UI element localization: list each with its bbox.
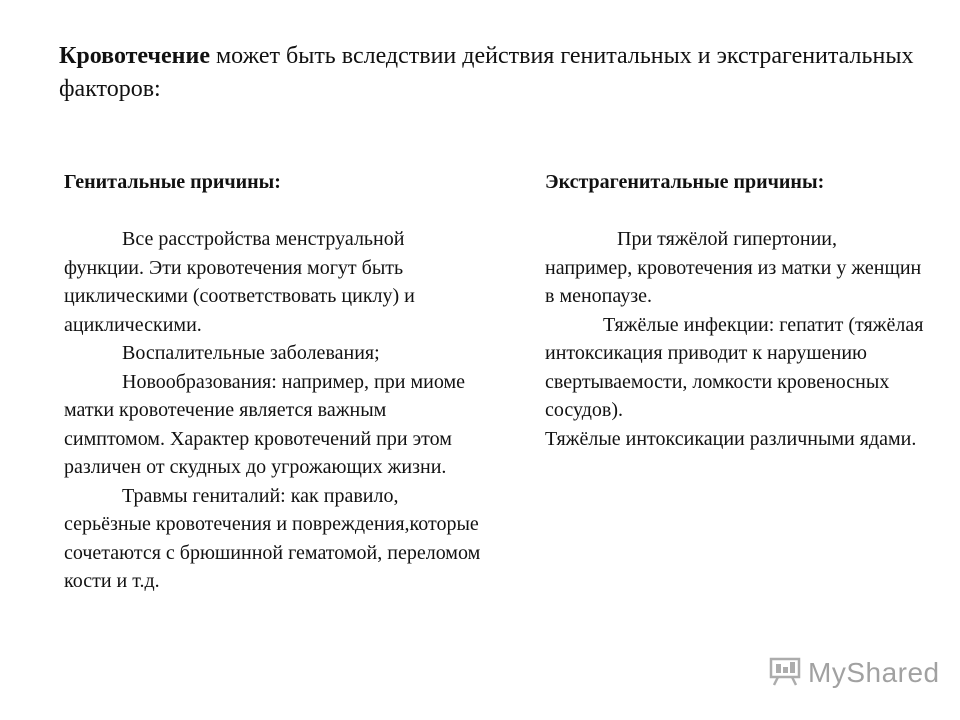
list-item	[64, 339, 484, 368]
list-item	[545, 225, 925, 311]
watermark	[768, 655, 940, 691]
page-title	[59, 40, 919, 106]
genital-causes-column	[64, 168, 484, 596]
watermark-text: MyShared	[808, 657, 940, 688]
extra-note: Тяжёлые интоксикации различными ядами.	[545, 427, 917, 450]
extragenital-causes-title: Экстрагенитальные причины:	[545, 171, 825, 193]
list-item-text: Травмы гениталий: как правило, серьёзные кровотечения и повреждения,которые сочетаются с брюшинной гематомой, переломом кости и т.д.	[64, 484, 481, 592]
title-lead: Кровотечение	[59, 43, 210, 69]
list-item	[64, 225, 484, 339]
title-rest: может быть вследствии действия генитальных и экстрагенитальных факторов:	[59, 43, 914, 102]
list-item-text: Воспалительные заболевания;	[122, 342, 380, 364]
list-item-text: Новообразования: например, при миоме матки кровотечение является важным симптомом. Характер кровотечений при этом различен от скудных до угрожающих жизни.	[64, 370, 465, 478]
list-item-text: Все расстройства менструальной функции. Эти кровотечения могут быть циклическими (соответствовать циклу) и ациклическими.	[64, 228, 415, 336]
list-item-text: При тяжёлой гипертонии, например, кровотечения из матки у женщин в менопаузе.	[545, 228, 922, 307]
extragenital-causes-column	[545, 168, 925, 453]
list-item	[545, 311, 925, 425]
presentation-board-icon	[768, 656, 802, 691]
list-item	[64, 368, 484, 482]
genital-causes-title: Генитальные причины:	[64, 171, 281, 193]
list-item-text: Тяжёлые инфекции: гепатит (тяжёлая интоксикация приводит к нарушению свертываемости, ломкости кровеносных сосудов).	[545, 313, 924, 421]
list-item	[64, 482, 484, 596]
